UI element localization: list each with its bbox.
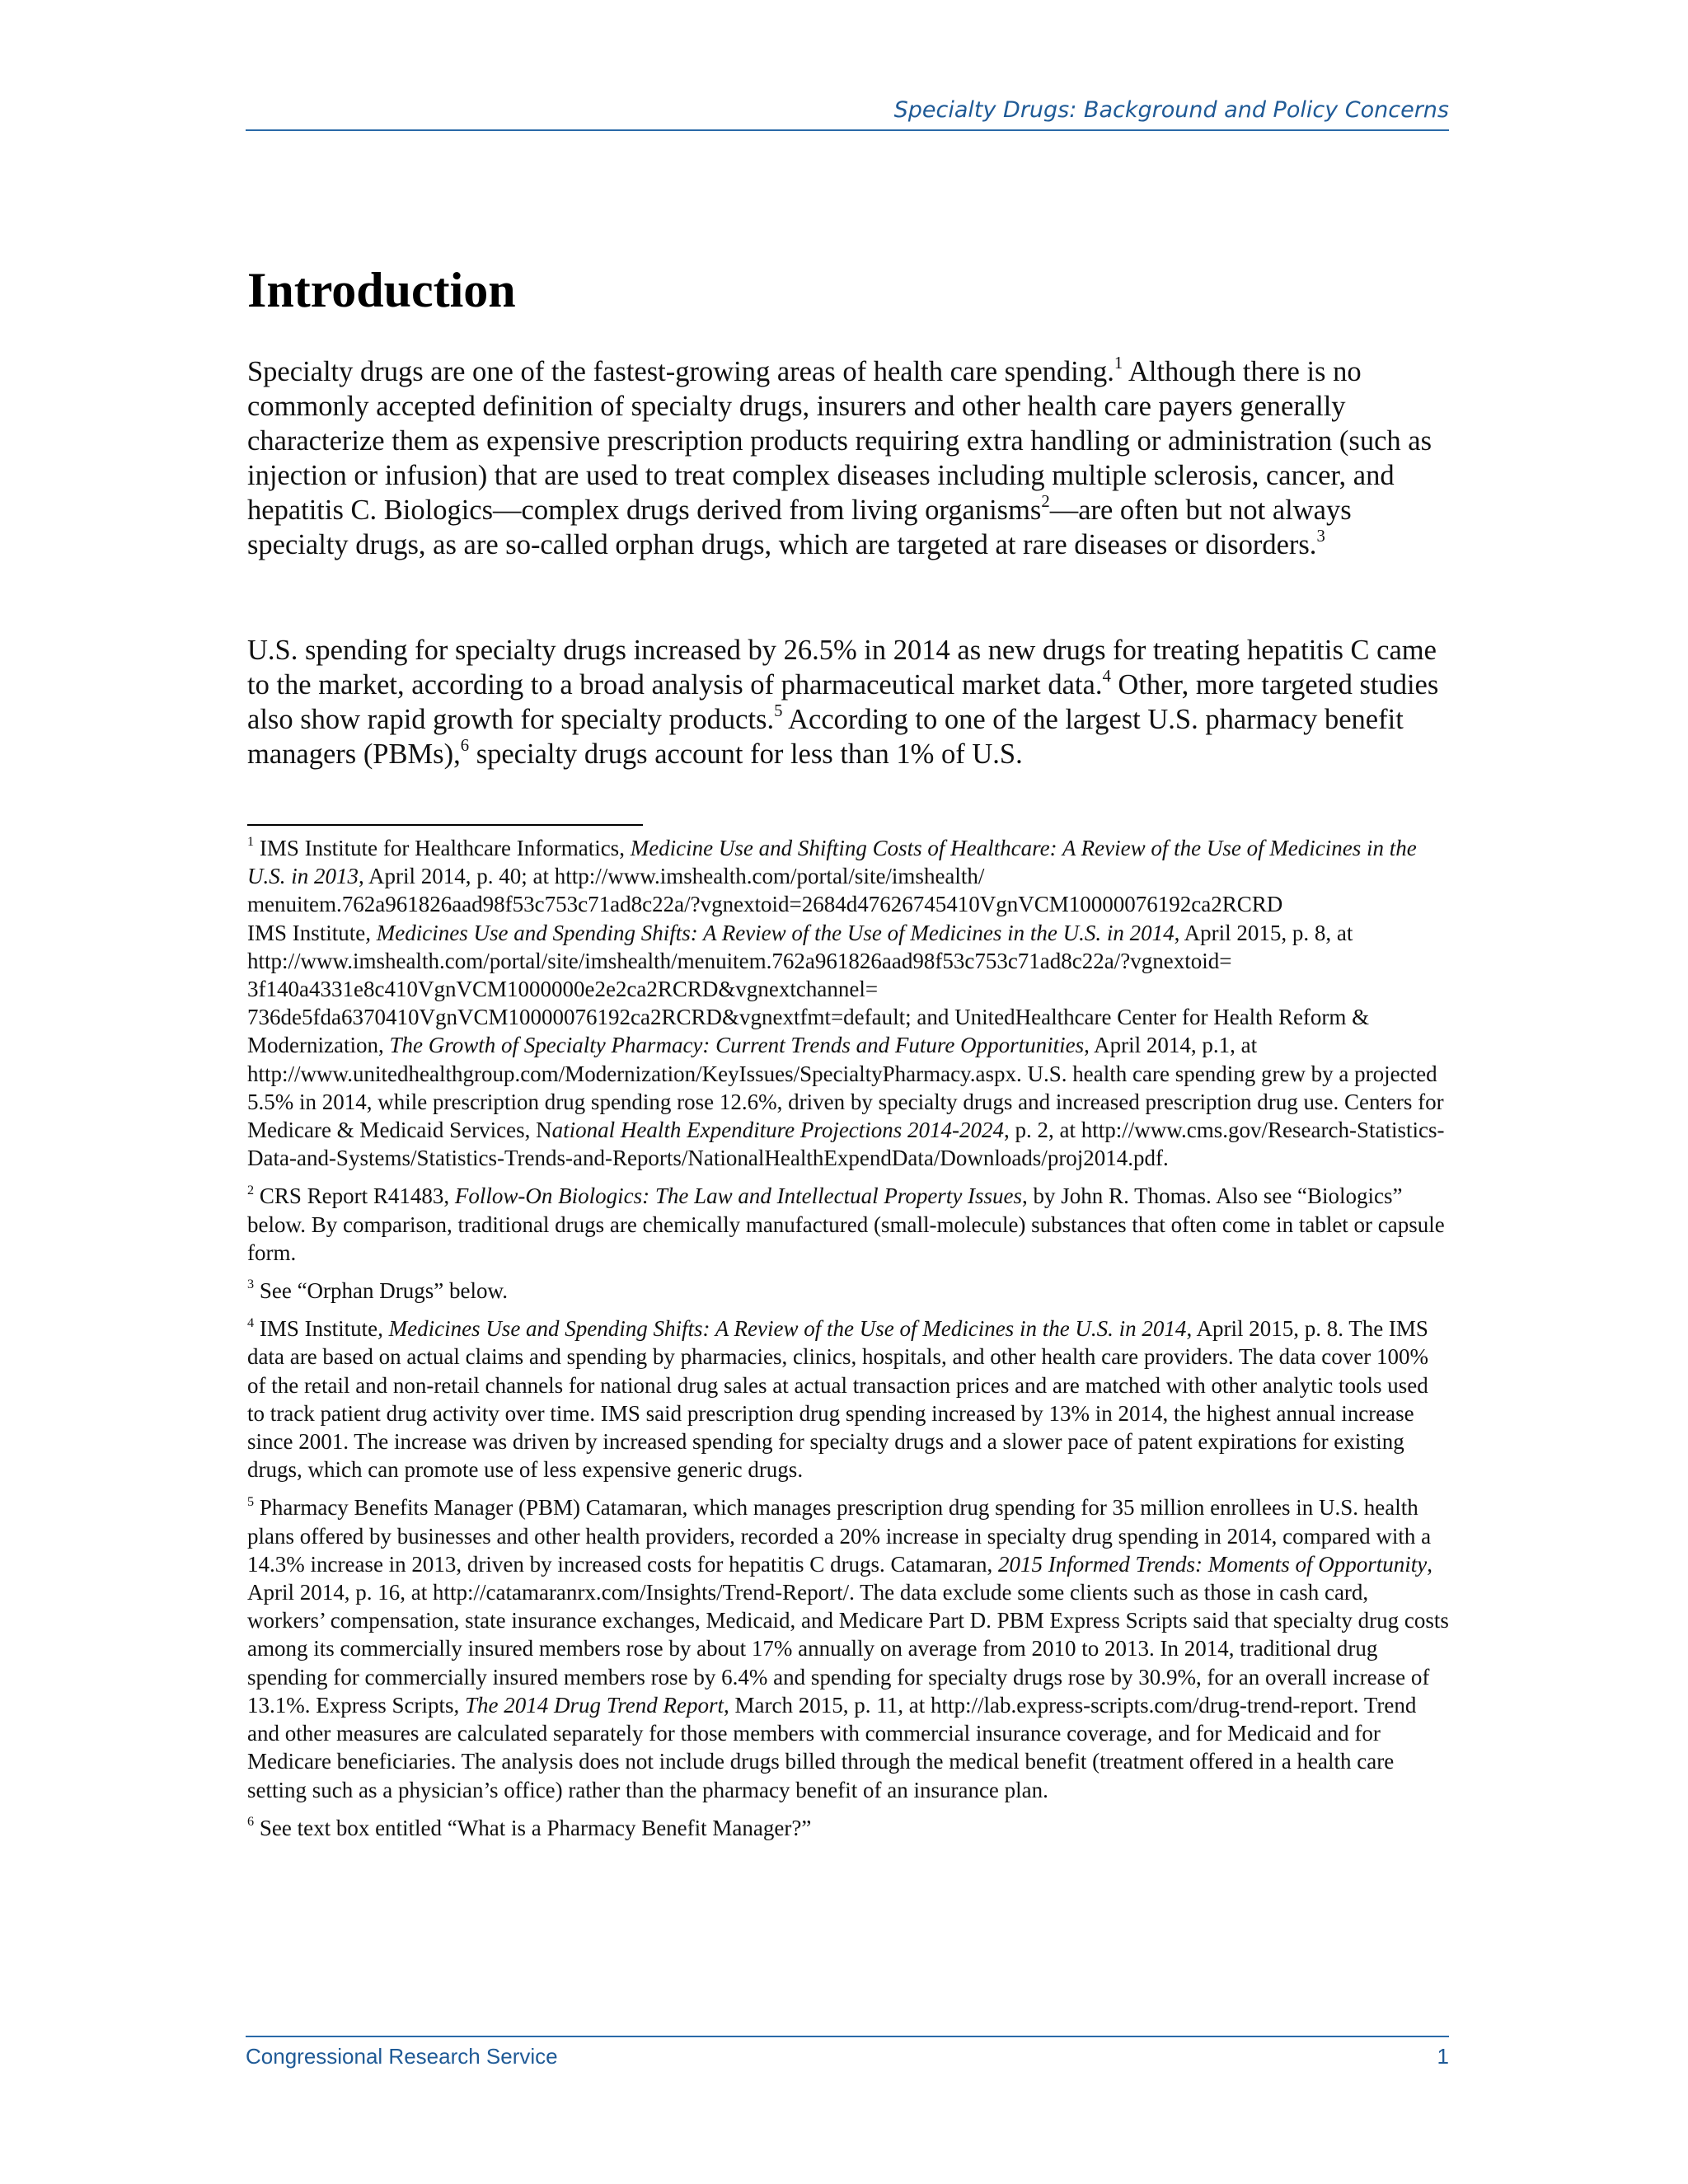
footnote-number: 4 (247, 1315, 255, 1330)
footnote-text: , April 2014, p. 16, at http://catamaranrx.com/Insights/Trend-Report/. The data exclude some clients such as those in cash card, workers’ compensation, state insurance exchanges, Medicaid, and Medicare Part D. PBM Express Scripts said that specialty drug costs among its commercially insured members rose by about 17% annually on average from 2010 to 2013. In 2014, traditional drug spending for commercially insured members rose by 6.4% and spending for specialty drugs rose by 30.9%, for an overall increase of 13.1%. Express Scripts, (247, 1551, 1449, 1718)
footnote-text: , p. 2, at http://www.cms.gov/Research-Statistics-Data-and-Systems/Statistics-Trends-and-Reports/NationalHealthExpendData/Downloads/proj2014.pdf. (247, 1118, 1445, 1171)
footnote-3 (247, 1277, 1451, 1305)
footnote-text: CRS Report R41483, (254, 1183, 455, 1209)
paragraph-text: Specialty drugs are one of the fastest-growing areas of health care spending. (247, 356, 1114, 387)
footnote-citation-title: The Growth of Specialty Pharmacy: Current Trends and Future Opportunities (389, 1033, 1085, 1058)
footnotes-section (247, 834, 1451, 1852)
footnote-citation-title: 2015 Informed Trends: Moments of Opportunity (998, 1551, 1428, 1577)
footnote-text: See text box entitled “What is a Pharmacy Benefit Manager?” (254, 1815, 812, 1840)
footnote-number: 5 (247, 1493, 255, 1509)
footnote-ref[interactable]: 1 (1114, 354, 1123, 373)
footnote-citation-title: , Medicines Use and Spending Shifts: A Review of the Use of Medicines in the U.S. in 2014 (377, 1316, 1187, 1342)
footnote-text: , April 2015, p. 8, at http://www.imshealth.com/portal/site/imshealth/menuitem.762a961826aad98f53c753c71ad8c22a/?vgnextoid= (247, 920, 1353, 973)
footnote-6 (247, 1814, 1451, 1842)
footer-publisher: Congressional Research Service (246, 2044, 558, 2069)
footnote-text: IMS Institute (254, 1316, 378, 1342)
footnote-text: See “Orphan Drugs” below. (254, 1278, 508, 1304)
page-title: Introduction (247, 263, 516, 317)
footnote-text: , April 2015, p. 8. The IMS data are based on actual claims and spending by pharmacies, clinics, hospitals, and other health care providers. The data cover 100% of the retail and non-retail channels for national drug sales at actual transaction prices and are matched with other analytic tools used to track patient drug activity over time. IMS said prescription drug spending increased by 13% in 2014, the highest annual increase since 2001. The increase was driven by increased spending for specialty drugs and a slower pace of patent expirations for existing drugs, which can promote use of less expensive generic drugs. (247, 1316, 1428, 1483)
footnote-separator (247, 824, 643, 826)
footnote-4 (247, 1315, 1451, 1483)
footnote-citation-title: The 2014 Drug Trend Report (464, 1692, 724, 1718)
running-footer (246, 2036, 1449, 2069)
footnote-ref[interactable]: 2 (1041, 493, 1050, 512)
body-paragraph (247, 354, 1451, 562)
footnote-text: , April 2014, p. 40; at http://www.imshealth.com/portal/site/imshealth/ (359, 864, 985, 889)
footnote-2 (247, 1182, 1451, 1267)
footnote-5 (247, 1493, 1451, 1803)
body-paragraph (247, 633, 1451, 771)
running-header (246, 97, 1449, 131)
running-header-title: Specialty Drugs: Background and Policy Concerns (893, 97, 1449, 123)
paragraph-text: —are often but not always specialty drugs, as are so-called orphan drugs, which are targeted at rare diseases or disorders. (247, 494, 1352, 560)
footnote-text: 736de5fda6370410VgnVCM10000076192ca2RCRD&vgnextfmt=default; and UnitedHealthcare Center for Health Reform & Modernization, (247, 1005, 1370, 1058)
footnote-number: 6 (247, 1814, 255, 1830)
paragraph-text: U.S. spending for specialty drugs increased by 26.5% in 2014 as new drugs for treating hepatitis C came to the market, according to a broad analysis of pharmaceutical market data. (247, 635, 1437, 701)
footnote-citation-title: Follow-On Biologics: The Law and Intellectual Property Issues (454, 1183, 1023, 1209)
paragraph-text: Other, more targeted studies also show rapid growth for specialty products. (247, 669, 1439, 735)
paragraph-text: According to one of the largest U.S. pharmacy benefit managers (PBMs), (247, 704, 1404, 770)
footnote-text: IMS Institute (247, 920, 366, 945)
footnote-ref[interactable]: 3 (1316, 527, 1325, 546)
footnote-citation-title: , Medicines Use and Spending Shifts: A Review of the Use of Medicines in the U.S. in 2014 (365, 920, 1175, 945)
page-number: 1 (1437, 2044, 1449, 2069)
footnote-number: 2 (247, 1182, 255, 1197)
footnote-citation-title: ational Health Expenditure Projections 2014-2024 (551, 1118, 1005, 1143)
paragraph-text: Although there is no commonly accepted definition of specialty drugs, insurers and other health care payers generally characterize them as expensive prescription products requiring extra handling or administration (such as injection or infusion) that are used to treat complex diseases including multiple sclerosis, cancer, and hepatitis C. Biologics—complex drugs derived from living organisms (247, 356, 1432, 526)
footnote-text: , April 2014, p.1, at http://www.unitedhealthgroup.com/Modernization/KeyIssues/SpecialtyPharmacy.aspx. U.S. health care spending grew by a projected 5.5% in 2014, while prescription drug spending rose 12.6%, driven by specialty drugs and increased prescription drug use. Centers for Medicare & Medicaid Services, N (247, 1033, 1444, 1143)
footnote-text: , by John R. Thomas. Also see “Biologics” below. By comparison, traditional drugs are chemically manufactured (small-molecule) substances that often come in tablet or capsule form. (247, 1183, 1445, 1265)
footnote-text: Pharmacy Benefits Manager (PBM) Catamaran, which manages prescription drug spending for 35 million enrollees in U.S. health plans offered by businesses and other health providers, recorded a 20% increase in specialty drug spending in 2014, compared with a 14.3% increase in 2013, driven by increased costs for hepatitis C drugs. Catamaran, (247, 1495, 1432, 1577)
paragraph-text: specialty drugs account for less than 1% of U.S. (469, 738, 1023, 770)
footnote-1 (247, 834, 1451, 1172)
footnote-text: IMS Institute for Healthcare Informatics, (254, 836, 631, 860)
footnote-ref[interactable]: 6 (460, 737, 470, 756)
footnote-number: 1 (247, 834, 255, 850)
footnote-number: 3 (247, 1277, 255, 1292)
footnote-text: , March 2015, p. 11, at http://lab.express-scripts.com/drug-trend-report. Trend and other measures are calculated separately for those members with commercial insurance coverage, and for Medicaid and for Medicare beneficiaries. The analysis does not include drugs billed through the medical benefit (treatment offered in a health care setting such as a physician’s office) rather than the pharmacy benefit of an insurance plan. (247, 1692, 1417, 1802)
footnote-citation-title: Medicine Use and Shifting Costs of Healthcare: A Review of the Use of Medicines in the U.S. in 2013 (247, 836, 1417, 889)
footnote-ref[interactable]: 4 (1102, 668, 1111, 687)
footnote-ref[interactable]: 5 (774, 702, 783, 721)
footnote-url[interactable]: 3f140a4331e8c410VgnVCM1000000e2e2ca2RCRD&vgnextchannel= (247, 977, 879, 1002)
footnote-url[interactable]: menuitem.762a961826aad98f53c753c71ad8c22a/?vgnextoid=2684d47626745410VgnVCM10000076192ca2RCRD (247, 892, 1283, 917)
